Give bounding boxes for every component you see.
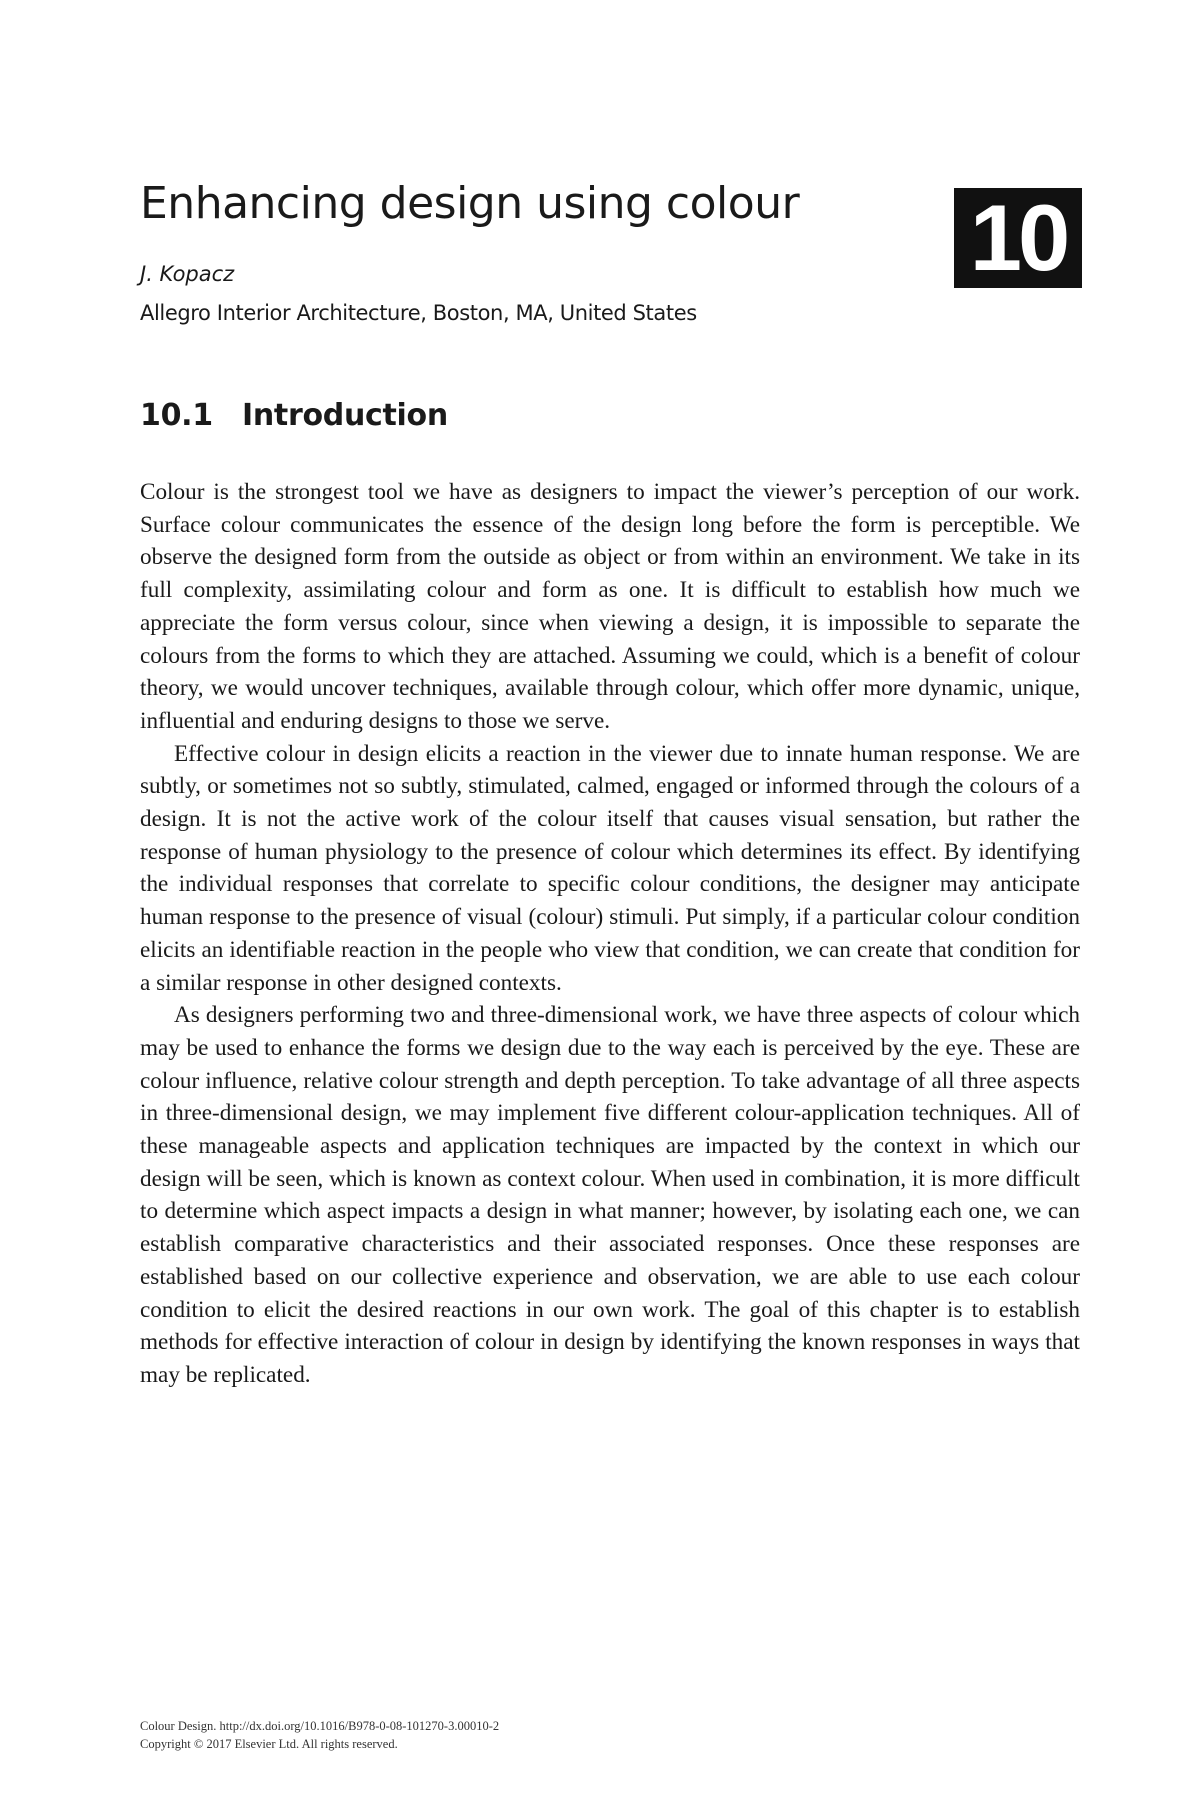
section-number: 10.1	[140, 398, 213, 433]
paragraph: Effective colour in design elicits a reaction in the viewer due to innate human response. We are subtly, or sometimes not so subtly, stimulated, calmed, engaged or informed through the colours of a design. It is not the active work of the colour itself that causes visual sensation, but rather the response of human physiology to the presence of colour which determines its effect. By identifying the individual responses that correlate to specific colour conditions, the designer may anticipate human response to the presence of visual (colour) stimuli. Put simply, if a particular colour condition elicits an identifiable reaction in the people who view that condition, we can create that condition for a similar response in other designed contexts.	[140, 740, 1080, 996]
chapter-number-badge: 10	[954, 188, 1082, 288]
footer-citation: Colour Design. http://dx.doi.org/10.1016/B978-0-08-101270-3.00010-2	[140, 1719, 500, 1733]
paragraph: Colour is the strongest tool we have as designers to impact the viewer’s perception of our work. Surface colour communicates the essence of the design long before the form is perceptible. We observe the designed form from the outside as object or from within an environment. We take in its full complexity, assimilating colour and form as one. It is difficult to establish how much we appreciate the form versus colour, since when viewing a design, it is impossible to separate the colours from the forms to which they are attached. Assuming we could, which is a benefit of colour theory, we would uncover techniques, available through colour, which offer more dynamic, unique, influential and enduring designs to those we serve.	[140, 479, 1080, 734]
paragraph: As designers performing two and three-dimensional work, we have three aspects of colour which may be used to enhance the forms we design due to the way each is perceived by the eye. These are colour influence, relative colour strength and depth perception. To take advantage of all three aspects in three-dimensional design, we may implement five different colour-application techniques. All of these manageable aspects and application techniques are impacted by the context in which our design will be seen, which is known as context colour. When used in combination, it is more difficult to determine which aspect impacts a design in what manner; however, by isolating each one, we can establish comparative characteristics and their associated responses. Once these responses are established based on our collective experience and observation, we are able to use each colour condition to elicit the desired reactions in our own work. The goal of this chapter is to establish methods for effective interaction of colour in design by identifying the known responses in ways that may be replicated.	[140, 1002, 1080, 1388]
footer-copyright: Copyright © 2017 Elsevier Ltd. All rights reserved.	[140, 1737, 398, 1751]
page-footer	[140, 1717, 499, 1753]
body-text	[140, 476, 1080, 1392]
chapter-title: Enhancing design using colour	[140, 178, 800, 229]
author-name: J. Kopacz	[140, 262, 235, 286]
author-affiliation: Allegro Interior Architecture, Boston, MA, United States	[140, 301, 697, 325]
section-heading	[140, 398, 448, 433]
section-title: Introduction	[242, 398, 448, 433]
